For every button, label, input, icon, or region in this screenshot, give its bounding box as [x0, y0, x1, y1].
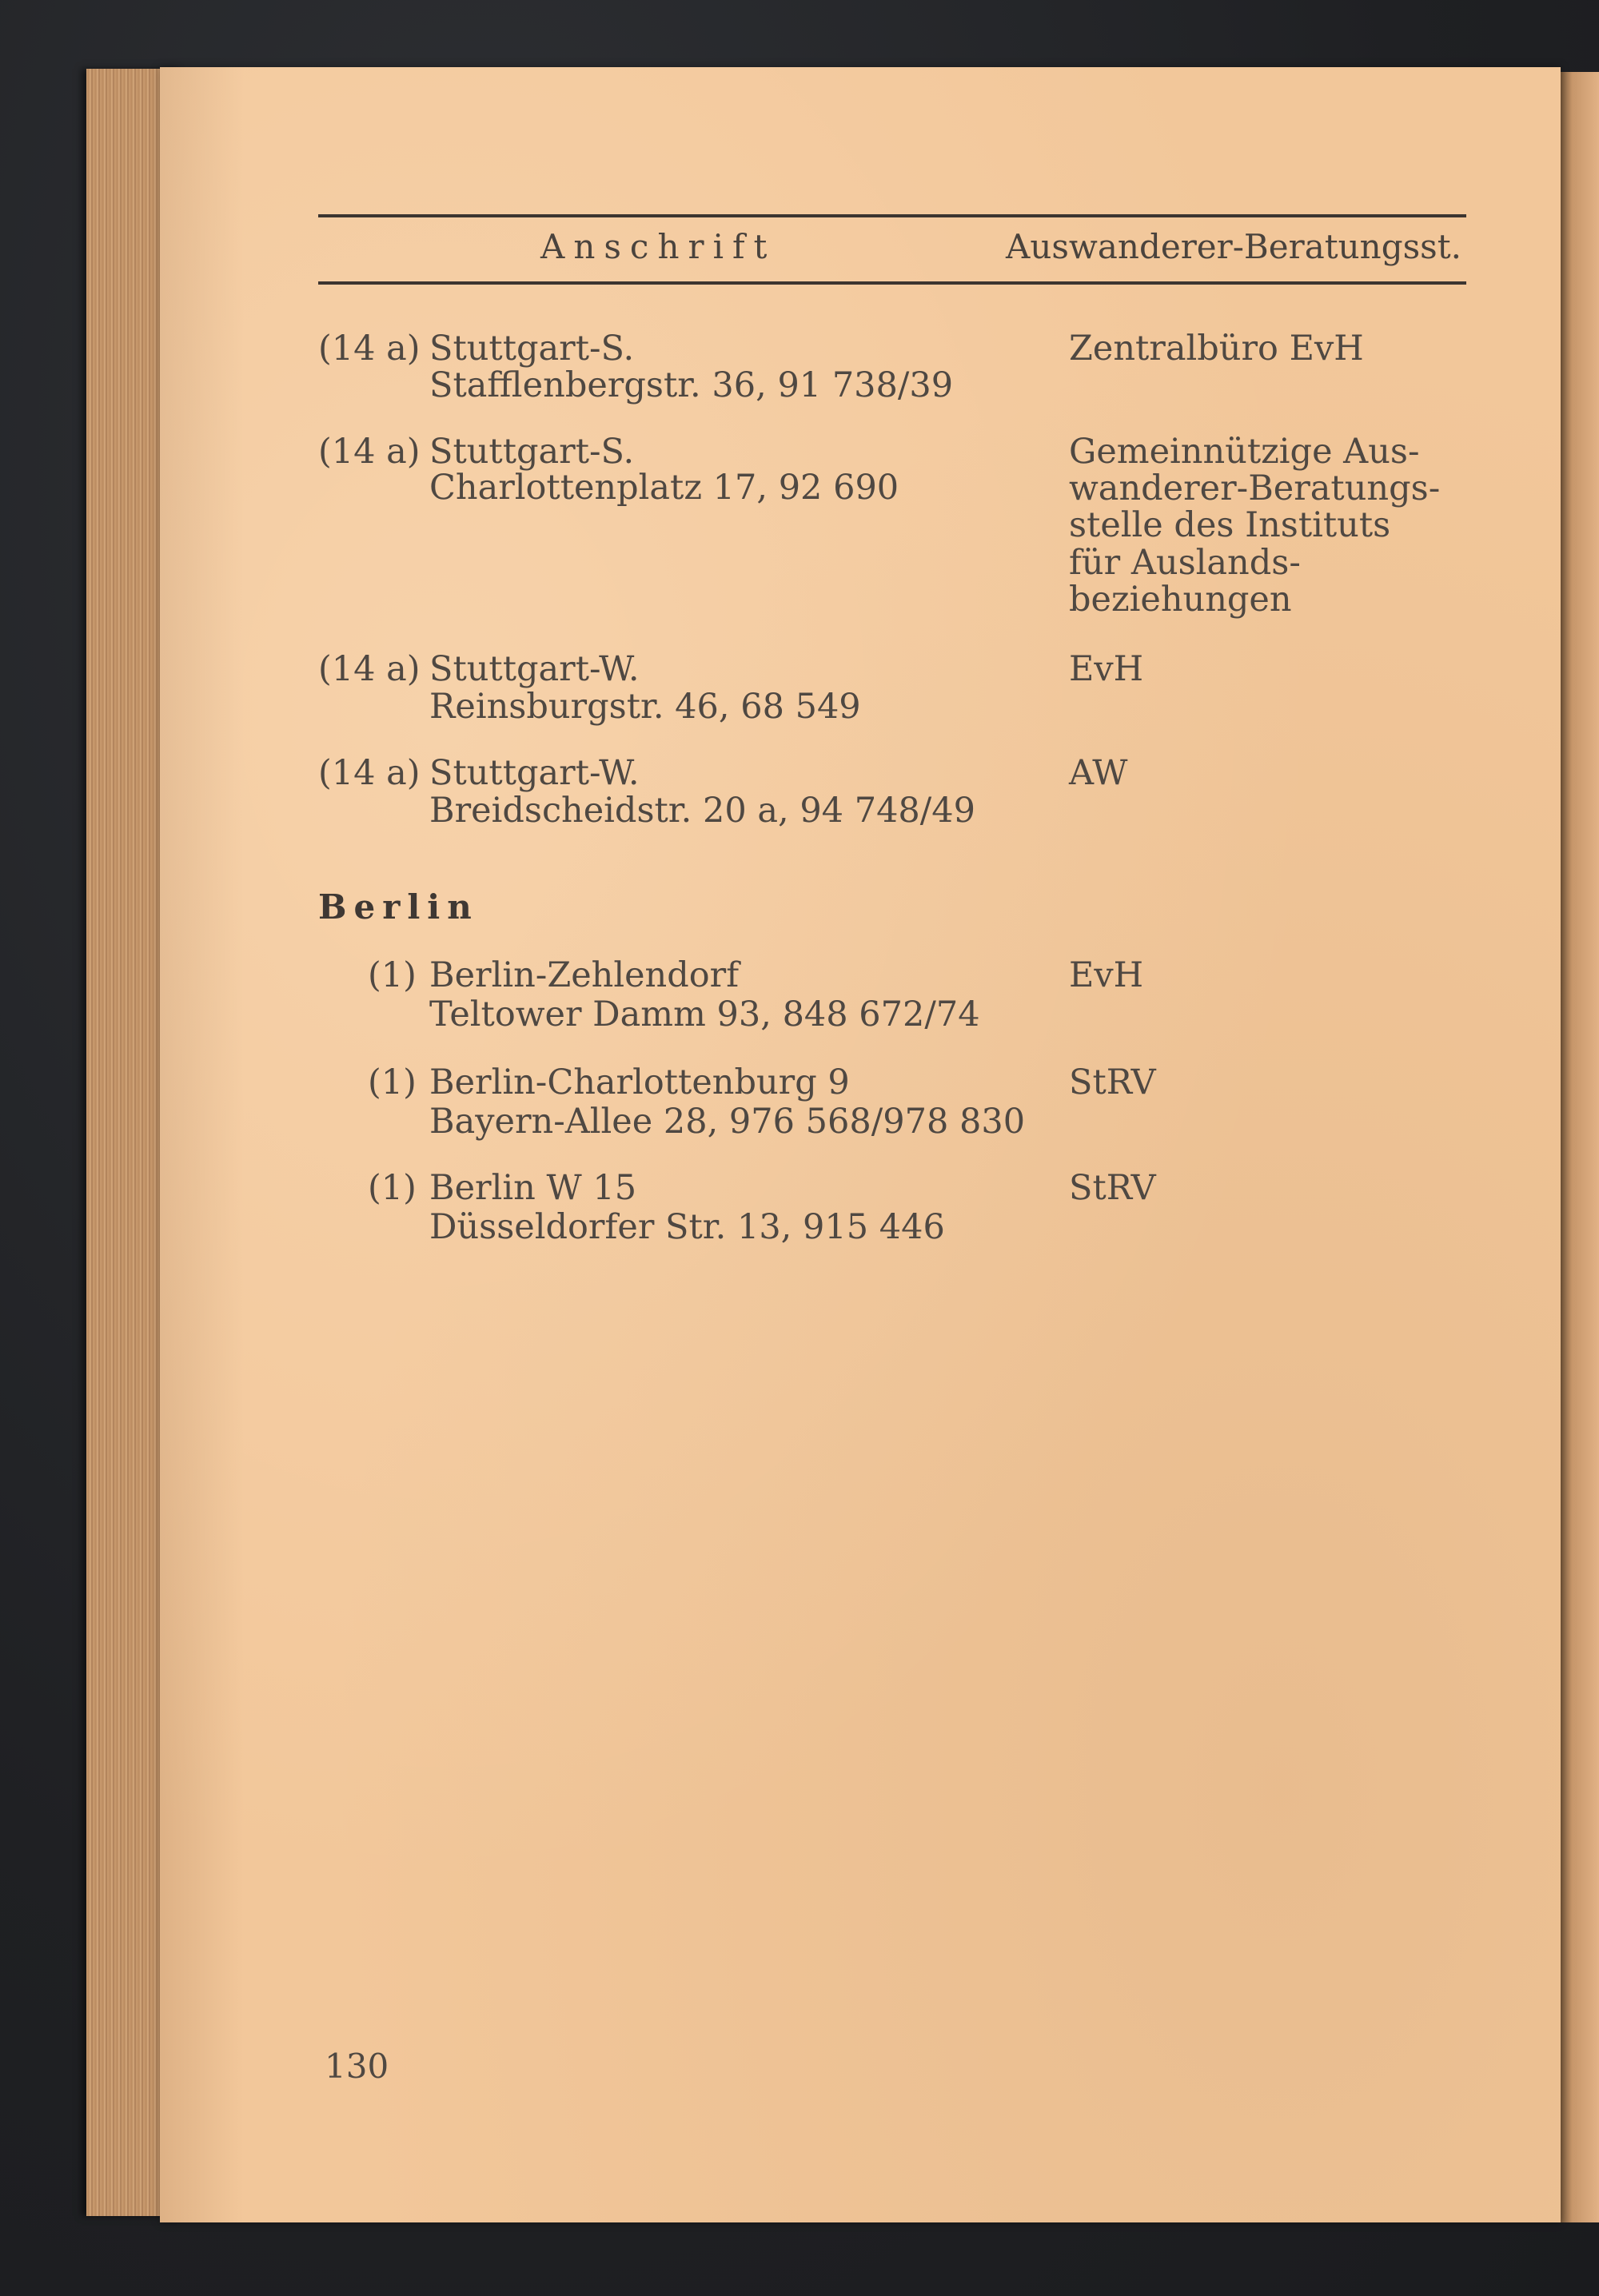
- entry-office: StRV: [1069, 1062, 1156, 1102]
- entry-office: AW: [1069, 753, 1128, 793]
- entry-street: Reinsburgstr. 46, 68 549: [429, 687, 861, 727]
- entry-city: Stuttgart-S.: [429, 329, 635, 369]
- entry-code: (14 a): [318, 329, 421, 369]
- entry-office-line: Gemeinnützige Aus-: [1069, 432, 1420, 472]
- entry-city: Berlin W 15: [429, 1168, 637, 1208]
- entry-office: Zentralbüro EvH: [1069, 329, 1364, 369]
- column-header-office: Auswanderer-Beratungsst.: [1006, 227, 1461, 266]
- entry-code: (1): [368, 955, 417, 995]
- header-rule-bottom: [318, 281, 1466, 285]
- entry-office: EvH: [1069, 955, 1144, 995]
- entry-code: (14 a): [318, 753, 421, 793]
- entry-city: Stuttgart-S.: [429, 432, 635, 472]
- entry-street: Bayern-Allee 28, 976 568/978 830: [429, 1102, 1026, 1142]
- entry-office-line: wanderer-Beratungs-: [1069, 468, 1441, 508]
- entry-street: Charlottenplatz 17, 92 690: [429, 468, 899, 508]
- entry-street: Teltower Damm 93, 848 672/74: [429, 995, 980, 1034]
- entry-city: Stuttgart-W.: [429, 649, 640, 689]
- entry-office-line: für Auslands-: [1069, 543, 1301, 583]
- entry-code: (14 a): [318, 432, 421, 472]
- column-header-address: Anschrift: [540, 227, 776, 266]
- entry-street: Stafflenbergstr. 36, 91 738/39: [429, 365, 954, 405]
- header-rule-top: [318, 214, 1466, 217]
- entry-street: Breidscheidstr. 20 a, 94 748/49: [429, 791, 975, 831]
- entry-code: (14 a): [318, 649, 421, 689]
- entry-code: (1): [368, 1168, 417, 1208]
- entry-office: EvH: [1069, 649, 1144, 689]
- entry-office-line: beziehungen: [1069, 580, 1292, 620]
- entry-city: Berlin-Charlottenburg 9: [429, 1062, 850, 1102]
- entry-street: Düsseldorfer Str. 13, 915 446: [429, 1207, 945, 1247]
- entry-city: Stuttgart-W.: [429, 753, 640, 793]
- entry-office-line: stelle des Instituts: [1069, 505, 1391, 545]
- entry-office: StRV: [1069, 1168, 1156, 1208]
- facing-page-edge: [1561, 72, 1599, 2222]
- entry-city: Berlin-Zehlendorf: [429, 955, 740, 995]
- section-heading-berlin: Berlin: [318, 887, 479, 927]
- entry-code: (1): [368, 1062, 417, 1102]
- page-number: 130: [325, 2047, 389, 2086]
